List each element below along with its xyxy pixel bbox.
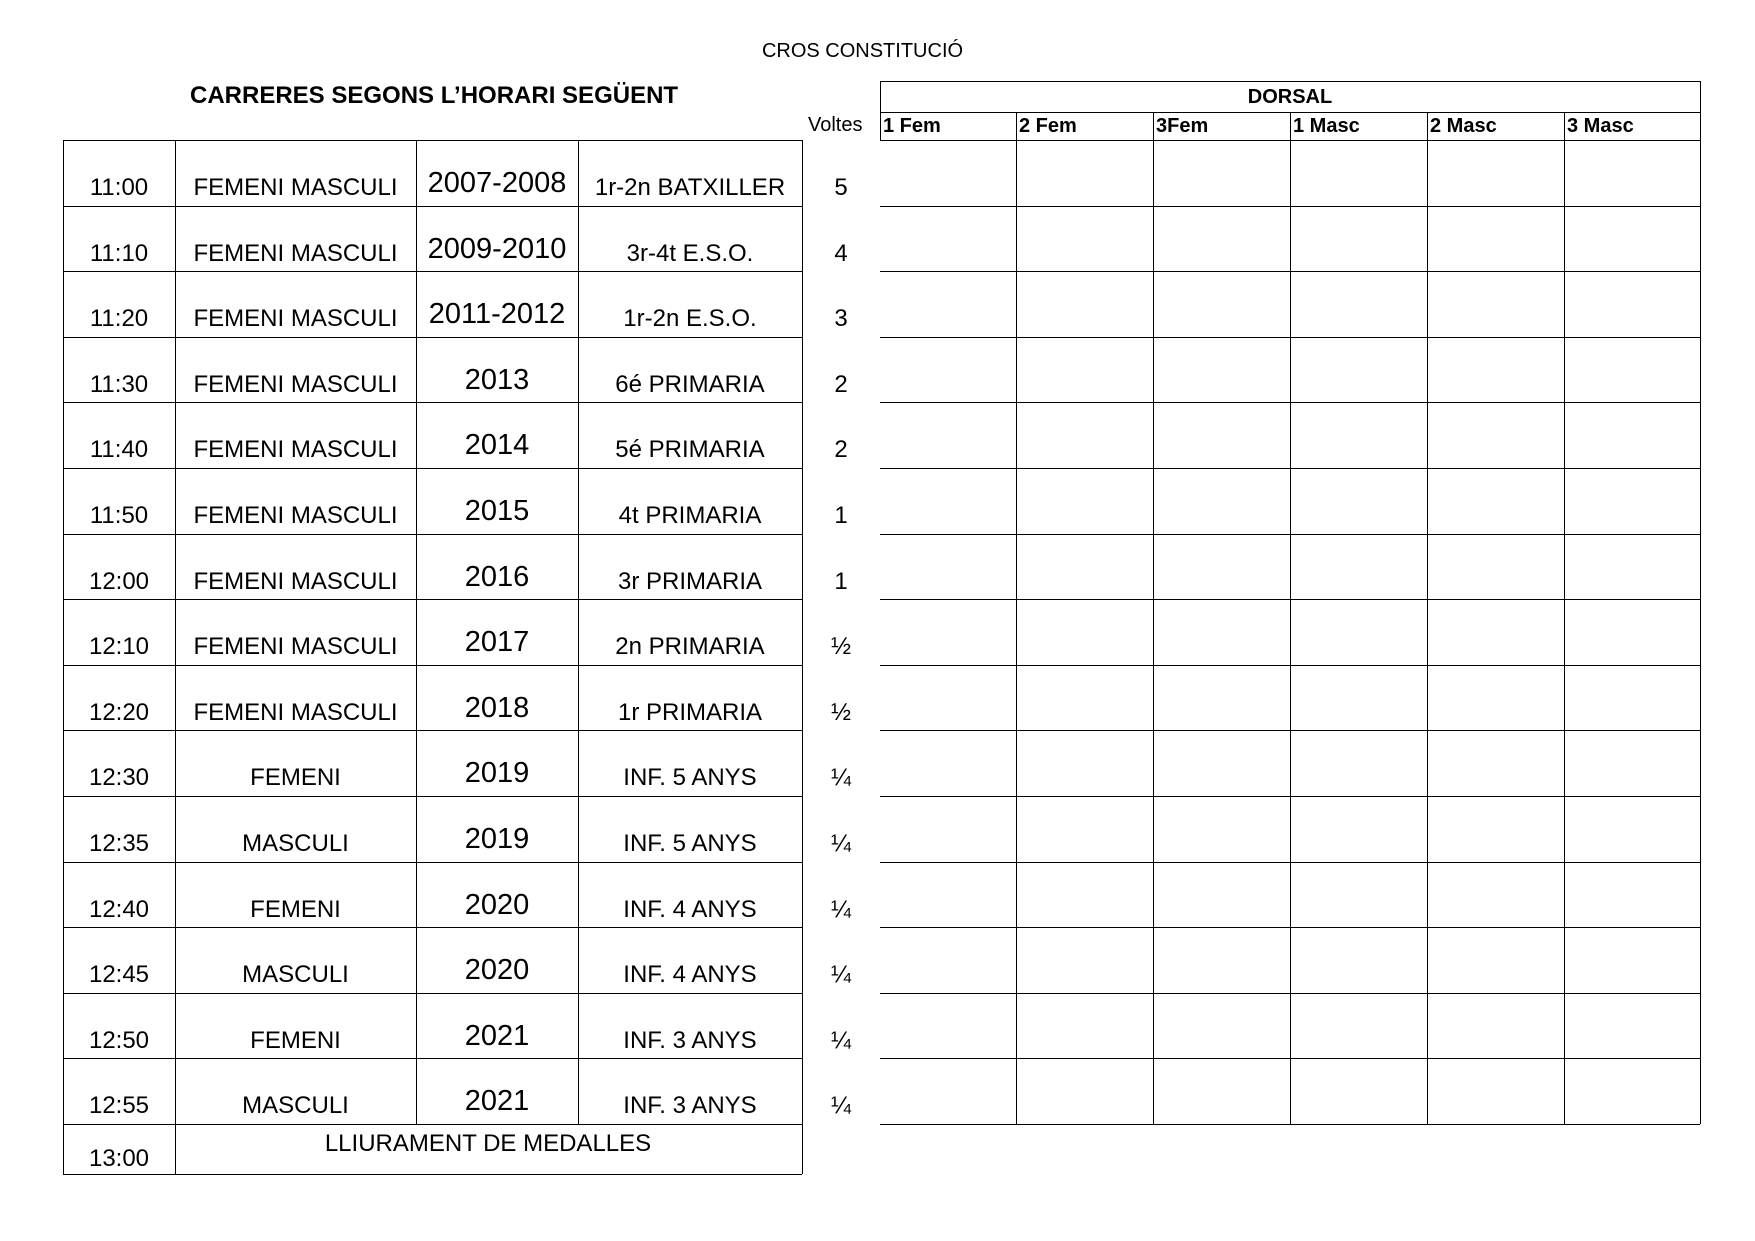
voltes-label: Voltes (808, 114, 863, 136)
race-birth-year: 2009-2010 (427, 232, 567, 265)
dorsal-row-divider (880, 1124, 1700, 1125)
dorsal-header-column-divider (1564, 112, 1565, 140)
race-gender: FEMENI MASCULI (193, 305, 398, 333)
schedule-row-divider (63, 271, 802, 272)
race-time: 12:45 (88, 961, 150, 989)
race-time: 12:40 (88, 895, 150, 923)
schedule-row-divider (63, 1058, 802, 1059)
race-course: INF. 5 ANYS (623, 764, 757, 792)
race-birth-year: 2011-2012 (428, 298, 566, 331)
race-gender: FEMENI MASCULI (193, 502, 398, 529)
race-birth-year: 2014 (464, 429, 530, 462)
schedule-row-divider (63, 730, 802, 731)
race-course: 3r PRIMARIA (617, 567, 763, 595)
race-gender: MASCULI (242, 1092, 349, 1120)
race-laps: 2 (834, 370, 848, 398)
schedule-row-divider (63, 534, 802, 535)
race-time: 12:20 (88, 698, 150, 726)
dorsal-header: DORSAL (1247, 86, 1333, 108)
race-course: 5é PRIMARIA (615, 436, 765, 464)
schedule-row-divider (63, 665, 802, 666)
race-birth-year: 2019 (464, 823, 530, 855)
race-laps: ½ (830, 633, 851, 661)
dorsal-column-header: 2 Masc (1430, 115, 1497, 137)
schedule-row-divider (63, 599, 802, 600)
race-gender: MASCULI (242, 961, 349, 989)
race-laps: 2 (834, 436, 848, 464)
dorsal-column-header: 3Fem (1156, 115, 1209, 137)
dorsal-column-divider (1564, 140, 1565, 1124)
schedule-row-divider (63, 796, 802, 797)
race-gender: FEMENI (250, 1026, 341, 1054)
race-time: 12:30 (88, 764, 150, 792)
race-course: 1r-2n E.S.O. (623, 305, 757, 333)
dorsal-column-divider (1016, 140, 1017, 1124)
dorsal-header-top-border (880, 81, 1700, 82)
race-laps: ¼ (830, 895, 851, 923)
race-laps: ¼ (830, 830, 851, 857)
race-birth-year: 2019 (464, 757, 530, 790)
schedule-bottom-border (63, 1174, 802, 1175)
race-gender: MASCULI (242, 830, 349, 857)
schedule-top-border (63, 140, 802, 141)
race-birth-year: 2013 (464, 363, 530, 396)
dorsal-header-column-divider (1427, 112, 1428, 140)
race-birth-year: 2016 (464, 560, 530, 593)
race-birth-year: 2015 (464, 495, 530, 527)
race-course: INF. 4 ANYS (623, 895, 757, 923)
race-laps: 3 (834, 305, 848, 333)
race-birth-year: 2021 (464, 1085, 530, 1118)
dorsal-header-column-divider (1016, 112, 1017, 140)
document-title: CROS CONSTITUCIÓ (761, 40, 964, 62)
dorsal-column-header: 3 Masc (1567, 115, 1634, 137)
race-birth-year: 2018 (464, 691, 530, 724)
race-birth-year: 2017 (464, 626, 530, 659)
dorsal-right-border (1700, 81, 1701, 1124)
schedule-heading: CARRERES SEGONS L’HORARI SEGÜENT (190, 82, 679, 109)
race-laps: ¼ (830, 961, 851, 989)
schedule-row-divider (63, 206, 802, 207)
race-time: 11:30 (89, 370, 149, 398)
race-birth-year: 2007-2008 (427, 167, 567, 199)
dorsal-column-divider (1290, 140, 1291, 1124)
race-course: INF. 5 ANYS (623, 830, 757, 857)
race-time: 12:50 (88, 1026, 150, 1054)
schedule-row-divider (63, 993, 802, 994)
race-time: 12:55 (88, 1092, 150, 1120)
schedule-row-divider (63, 402, 802, 403)
dorsal-column-divider (1427, 140, 1428, 1124)
race-birth-year: 2021 (464, 1019, 530, 1052)
schedule-row-divider (63, 468, 802, 469)
dorsal-column-header: 1 Masc (1293, 115, 1360, 137)
race-gender: FEMENI (250, 764, 341, 792)
race-course: INF. 4 ANYS (623, 961, 757, 989)
dorsal-column-divider (1153, 140, 1154, 1124)
race-birth-year: 2020 (464, 888, 530, 921)
dorsal-header-column-divider (1153, 112, 1154, 140)
dorsal-column-header: 1 Fem (883, 115, 941, 137)
race-laps: 1 (834, 502, 848, 529)
medal-ceremony-label: LLIURAMENT DE MEDALLES (324, 1130, 652, 1157)
race-time: 12:35 (88, 830, 150, 857)
race-course: 3r-4t E.S.O. (626, 239, 754, 267)
schedule-row-divider (63, 1124, 802, 1125)
race-laps: 1 (834, 567, 848, 595)
race-course: 1r-2n BATXILLER (594, 174, 786, 201)
dorsal-header-column-divider (1290, 112, 1291, 140)
race-laps: ¼ (830, 1092, 851, 1120)
schedule-row-divider (63, 862, 802, 863)
race-laps: ¼ (830, 764, 851, 792)
race-gender: FEMENI MASCULI (193, 567, 398, 595)
race-time: 12:00 (88, 567, 150, 595)
race-laps: ¼ (830, 1026, 851, 1054)
race-gender: FEMENI MASCULI (193, 239, 398, 267)
race-time: 11:10 (89, 239, 149, 267)
schedule-row-divider (63, 337, 802, 338)
schedule-row-divider (63, 927, 802, 928)
race-course: INF. 3 ANYS (623, 1026, 757, 1054)
race-birth-year: 2020 (464, 954, 530, 987)
dorsal-column-header: 2 Fem (1019, 115, 1077, 137)
race-time: 11:50 (89, 502, 149, 529)
race-gender: FEMENI MASCULI (193, 698, 398, 726)
race-course: 2n PRIMARIA (615, 633, 765, 661)
race-gender: FEMENI MASCULI (193, 633, 398, 661)
race-laps: 5 (834, 174, 848, 201)
race-gender: FEMENI MASCULI (193, 370, 398, 398)
race-course: 6é PRIMARIA (615, 370, 765, 398)
race-time: 11:00 (89, 174, 149, 201)
final-time: 13:00 (88, 1145, 150, 1172)
race-time: 11:40 (89, 436, 149, 464)
race-course: 4t PRIMARIA (618, 502, 762, 529)
race-time: 12:10 (88, 633, 150, 661)
race-gender: FEMENI MASCULI (193, 436, 398, 464)
race-gender: FEMENI MASCULI (193, 174, 398, 201)
race-time: 11:20 (89, 305, 149, 333)
race-course: 1r PRIMARIA (617, 698, 763, 726)
race-laps: 4 (834, 239, 848, 267)
race-course: INF. 3 ANYS (623, 1092, 757, 1120)
race-laps: ½ (830, 698, 851, 726)
race-gender: FEMENI (250, 895, 341, 923)
